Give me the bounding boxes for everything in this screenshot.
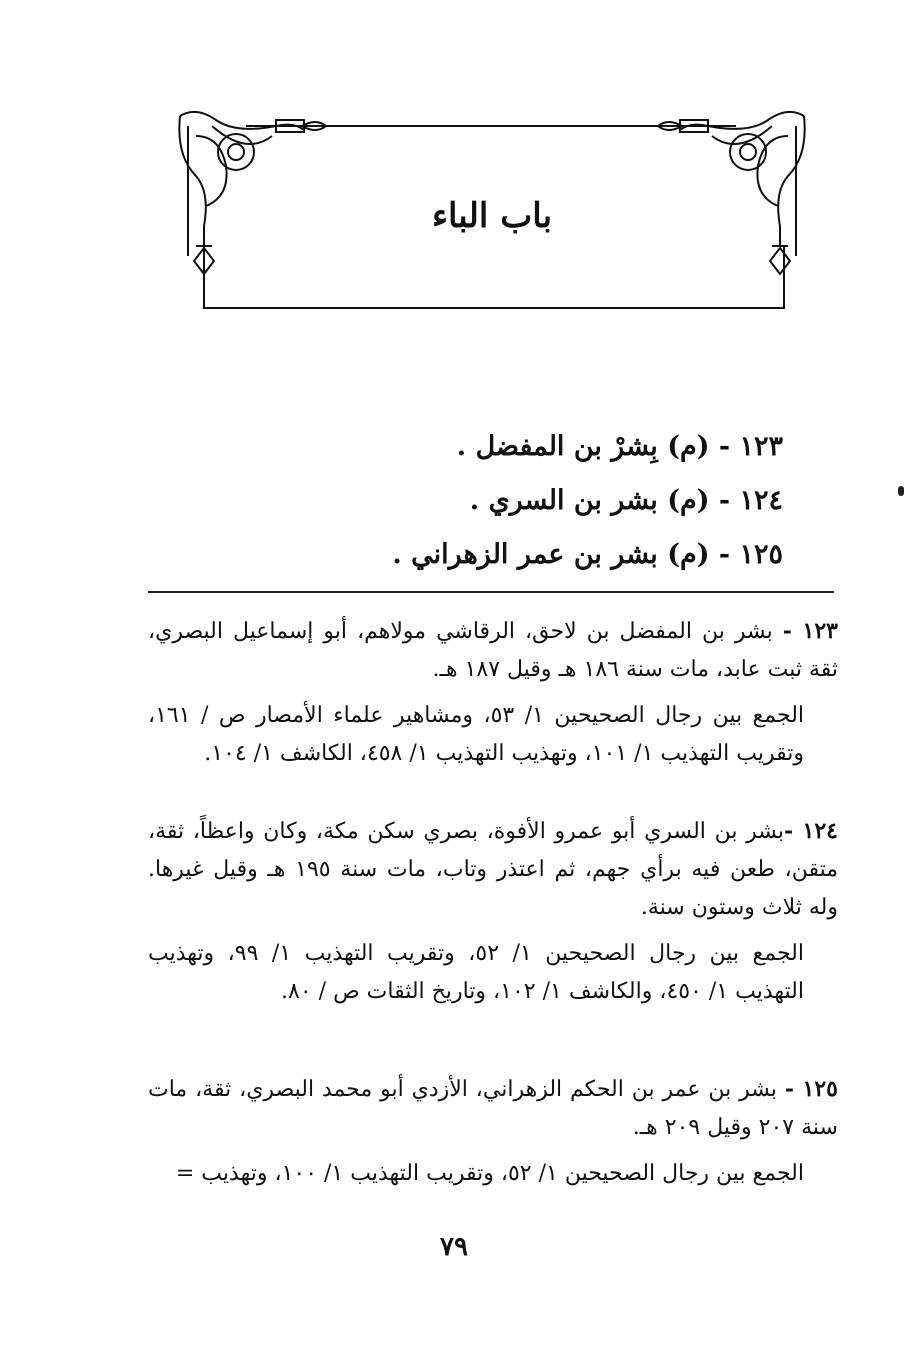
footnote-bio-text: بشر بن السري أبو عمرو الأفوة، بصري سكن مكة، وكان واعظاً، ثقة، متقن، طعن فيه برأي جهم، ثم اعتذر وتاب، مات سنة ١٩٥ هـ وقيل غيرها. وله ثلاث وستون سنة.	[148, 819, 838, 920]
footnote	[148, 812, 838, 1011]
scan-speck	[898, 486, 904, 496]
entry-heading: ١٢٣ - (م) بِشرْ بن المفضل .	[456, 431, 783, 462]
footnote-sources: الجمع بين رجال الصحيحين ١/ ٥٢، وتقريب التهذيب ١/ ٩٩، وتهذيب التهذيب ١/ ٤٥٠، والكاشف ١/ ١٠٢، وتاريخ الثقات ص / ٨٠.	[148, 941, 804, 1004]
footnote-bio	[148, 1070, 838, 1147]
entry-heading: ١٢٥ - (م) بشر بن عمر الزهراني .	[392, 539, 783, 570]
chapter-title: باب الباء	[431, 196, 553, 236]
page-number: ٧٩	[440, 1232, 468, 1262]
footnote-bio	[148, 812, 838, 927]
footnote-divider	[148, 591, 834, 593]
footnote	[148, 1070, 838, 1193]
footnote-sources: الجمع بين رجال الصحيحين ١/ ٥٢، وتقريب التهذيب ١/ ١٠٠، وتهذيب =	[175, 1161, 804, 1186]
footnote-number: ١٢٣ -	[782, 618, 838, 644]
footnote-sources: الجمع بين رجال الصحيحين ١/ ٥٣، ومشاهير علماء الأمصار ص / ١٦١، وتقريب التهذيب ١/ ١٠١، وتهذيب التهذيب ١/ ٤٥٨، الكاشف ١/ ١٠٤.	[148, 703, 805, 766]
footnote-number: ١٢٥ -	[784, 1076, 838, 1102]
entry-heading: ١٢٤ - (م) بشر بن السري .	[469, 485, 783, 516]
footnote-bio	[148, 612, 838, 689]
footnote	[148, 612, 838, 773]
entries-list	[392, 420, 783, 582]
footnote-bio-text: بشر بن عمر بن الحكم الزهراني، الأزدي أبو محمد البصري، ثقة، مات سنة ٢٠٧ وقيل ٢٠٩ هـ.	[148, 1077, 838, 1140]
footnote-number: ١٢٤ -	[784, 818, 838, 844]
footnote-bio-text: بشر بن المفضل بن لاحق، الرقاشي مولاهم، أبو إسماعيل البصري، ثقة ثبت عابد، مات سنة ١٨٦ هـ وقيل ١٨٧ هـ.	[148, 619, 838, 682]
